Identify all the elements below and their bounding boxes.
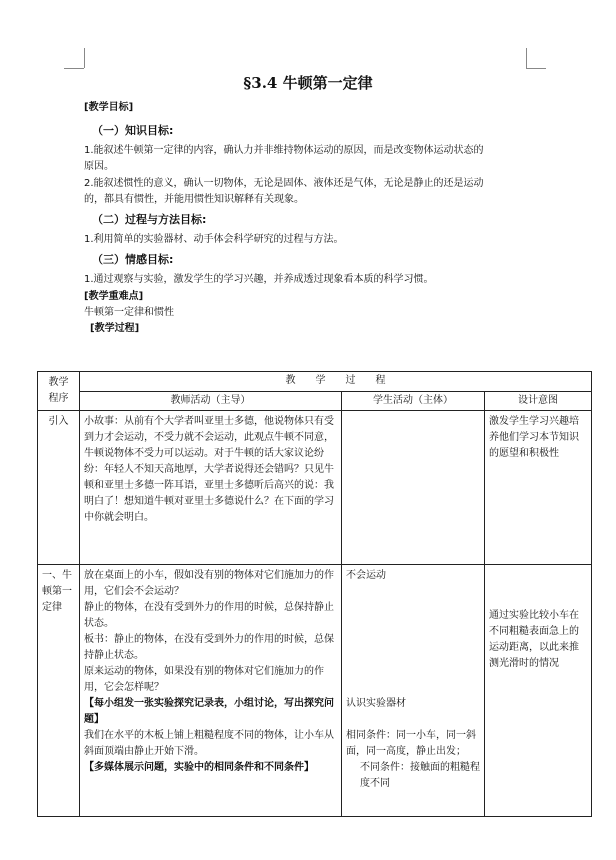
process-goals-heading: （二）过程与方法目标: xyxy=(92,213,207,226)
emotion-goals-heading: （三）情感目标: xyxy=(92,253,174,266)
header-intent: 设计意图 xyxy=(485,391,592,411)
cell-stage-newton: 一、牛顿第一定律 xyxy=(38,565,80,817)
emotion-goal-1: 1.通过观察与实验，激发学生的学习兴趣，并养成透过现象看本质的科学习惯。 xyxy=(84,274,434,285)
table-row-intro xyxy=(38,411,592,565)
spacer xyxy=(346,712,480,728)
cell-student-newton xyxy=(342,565,485,817)
teacher-line: 【每小组发一张实验探究记录表，小组讨论，写出探究问题】 xyxy=(84,698,334,725)
knowledge-goals-heading: （一）知识目标: xyxy=(92,124,174,137)
crop-mark-top-left-vertical xyxy=(84,48,85,68)
cell-student-intro xyxy=(342,411,485,565)
header-stage: 教学 程序 xyxy=(38,372,80,411)
teacher-line: 静止的物体，在没有受到外力的作用的时候，总保持静止状态。 xyxy=(84,602,334,629)
page-title: §3.4 牛顿第一定律 xyxy=(243,74,373,92)
teacher-line: 放在桌面上的小车，假如没有别的物体对它们施加力的作用，它们会不会运动？ xyxy=(84,570,334,597)
intent-text-newton: 通过实验比较小车在不同粗糙表面急上的运动距离，以此来推测光滑时的情况 xyxy=(489,610,579,669)
student-same-conditions: 相同条件：同一小车，同一斜面，同一高度，静止出发； xyxy=(346,730,476,757)
header-teacher: 教师活动（主导） xyxy=(80,391,342,411)
table-header-row-1 xyxy=(38,372,592,392)
key-points-heading: [教学重难点] xyxy=(84,291,144,302)
cell-stage-intro: 引入 xyxy=(38,411,80,565)
teacher-line: 我们在水平的木板上铺上粗糙程度不同的物体，让小车从斜面顶端由静止开始下滑。 xyxy=(84,730,334,757)
cell-teacher-newton xyxy=(80,565,342,817)
teacher-line: 板书：静止的物体，在没有受到外力的作用的时候，总保持静止状态。 xyxy=(84,634,334,661)
teaching-goals-heading: [教学目标] xyxy=(84,102,134,113)
cell-intent-newton xyxy=(485,565,592,817)
lesson-table xyxy=(37,371,592,817)
header-process: 教 学 过 程 xyxy=(80,372,592,392)
key-points-text: 牛顿第一定律和惯性 xyxy=(84,307,174,318)
crop-mark-top-right-horizontal xyxy=(526,68,546,69)
teaching-process-heading: [教学过程] xyxy=(90,323,140,334)
student-different-conditions: 不同条件：接触面的粗糙程度不同 xyxy=(360,762,480,789)
header-student: 学生活动（主体） xyxy=(342,391,485,411)
cell-teacher-intro: 小故事：从前有个大学者叫亚里士多德，他说物体只有受到力才会运动，不受力就不会运动，此观点牛顿不同意，牛顿说物体不受力可以运动。对于牛顿的话大家议论纷纷：年轻人不知天高地厚，大学者说得还会错吗？只见牛顿和亚里士多德一阵耳语，亚里士多德听后高兴的说：我明白了！想知道牛顿对亚里士多德说什么？在下面的学习中你就会明白。 xyxy=(80,411,342,565)
table-row-newton xyxy=(38,565,592,817)
knowledge-goal-1a: 1.能叙述牛顿第一定律的内容，确认力并非维持物体运动的原因，而是改变物体运动状态的 xyxy=(84,145,484,156)
spacer xyxy=(489,568,587,608)
crop-mark-top-right-vertical xyxy=(526,48,527,68)
crop-mark-top-left-horizontal xyxy=(64,68,84,69)
cell-intent-intro: 激发学生学习兴趣培养他们学习本节知识的愿望和积极性 xyxy=(485,411,592,565)
knowledge-goal-1b: 原因。 xyxy=(84,161,114,172)
teacher-line: 原来运动的物体，如果没有别的物体对它们施加力的作用，它会怎样呢？ xyxy=(84,666,324,693)
student-recognize-equipment: 认识实验器材 xyxy=(346,698,406,709)
knowledge-goal-2b: 的，都具有惯性，并能用惯性知识解释有关现象。 xyxy=(84,194,304,205)
spacer xyxy=(346,584,480,696)
knowledge-goal-2a: 2.能叙述惯性的意义，确认一切物体，无论是固体、液体还是气体，无论是静止的还是运动 xyxy=(84,178,484,189)
student-answer-no-motion: 不会运动 xyxy=(346,570,386,581)
table-header-row-2 xyxy=(38,391,592,411)
process-goal-1: 1.利用简单的实验器材、动手体会科学研究的过程与方法。 xyxy=(84,234,344,245)
teacher-line: 【多媒体展示问题，实验中的相同条件和不同条件】 xyxy=(84,762,314,773)
